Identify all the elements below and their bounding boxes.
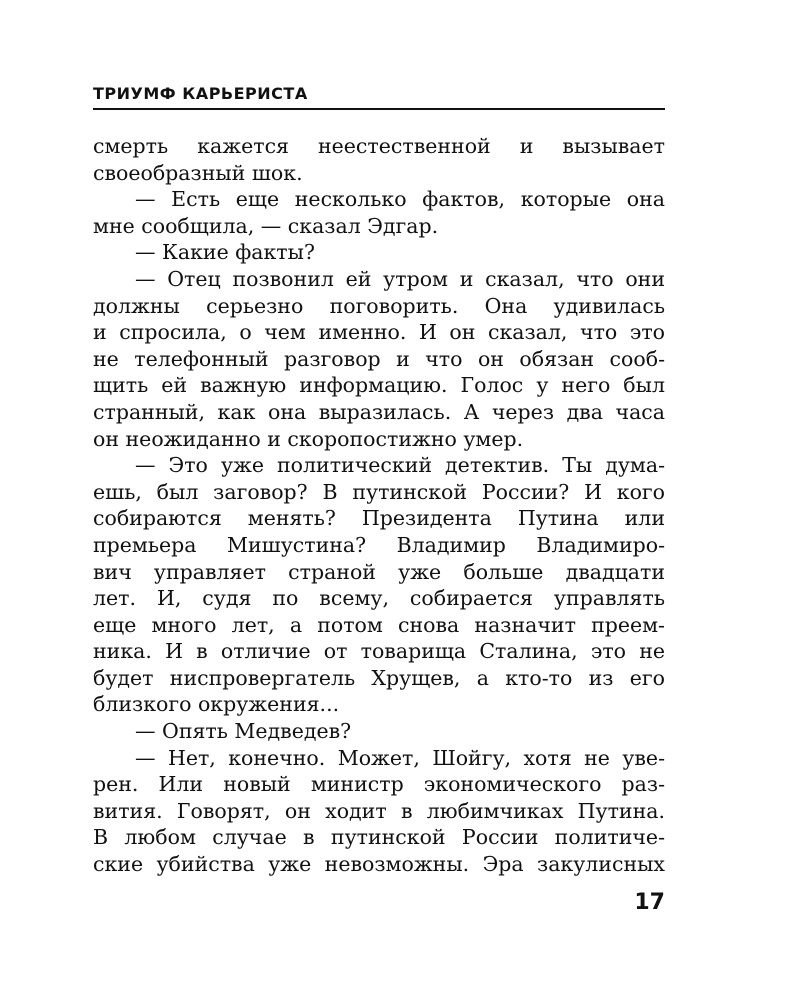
- text-line: должны серьезно поговорить. Она удивилась: [93, 293, 665, 318]
- text-line: В любом случае в путинской России политиче-: [93, 825, 665, 850]
- text-line: — Опять Медведев?: [135, 719, 352, 744]
- text-line: мне сообщила, — сказал Эдгар.: [93, 213, 439, 238]
- running-head-title: ТРИУМФ КАРЬЕРИСТА: [93, 84, 308, 103]
- text-line: лет. И, судя по всему, собирается управлять: [93, 586, 665, 611]
- text-line: — Нет, конечно. Может, Шойгу, хотя не уве-: [135, 745, 665, 770]
- text-line: смерть кажется неестественной и вызывает: [93, 134, 665, 158]
- text-line: ские убийства уже невозможны. Эра закулисных: [93, 852, 665, 877]
- text-line: своеобразный шок.: [93, 160, 303, 185]
- text-line: и спросила, о чем именно. И он сказал, что это: [93, 320, 665, 345]
- text-line: — Какие факты?: [135, 240, 315, 265]
- text-line: еще много лет, а потом снова назначит преем-: [93, 612, 665, 637]
- header-rule: [93, 108, 665, 110]
- text-line: — Есть еще несколько фактов, которые она: [135, 187, 665, 212]
- text-line: — Отец позвонил ей утром и сказал, что они: [135, 266, 665, 291]
- text-line: вич управляет страной уже больше двадцати: [93, 559, 665, 584]
- text-line: ника. И в отличие от товарища Сталина, это не: [93, 639, 665, 664]
- text-line: странный, как она выразилась. А через два часа: [93, 399, 665, 424]
- page-body: [93, 133, 665, 878]
- text-line: вития. Говорят, он ходит в любимчиках Путина.: [93, 798, 665, 823]
- text-line: он неожиданно и скоропостижно умер.: [93, 426, 524, 451]
- page-number: 17: [634, 890, 665, 915]
- text-line: — Это уже политический детектив. Ты дума-: [135, 453, 665, 478]
- text-line: рен. Или новый министр экономического раз-: [93, 772, 665, 797]
- text-line: близкого окружения...: [93, 692, 340, 717]
- text-line: собираются менять? Президента Путина или: [93, 506, 665, 531]
- text-line: ешь, был заговор? В путинской России? И кого: [93, 479, 665, 504]
- text-line: премьера Мишустина? Владимир Владимиро-: [93, 532, 665, 557]
- text-line: щить ей важную информацию. Голос у него был: [93, 373, 665, 398]
- text-line: будет ниспровергатель Хрущев, а кто-то из его: [93, 665, 665, 690]
- text-line: не телефонный разговор и что он обязан сооб-: [93, 346, 665, 371]
